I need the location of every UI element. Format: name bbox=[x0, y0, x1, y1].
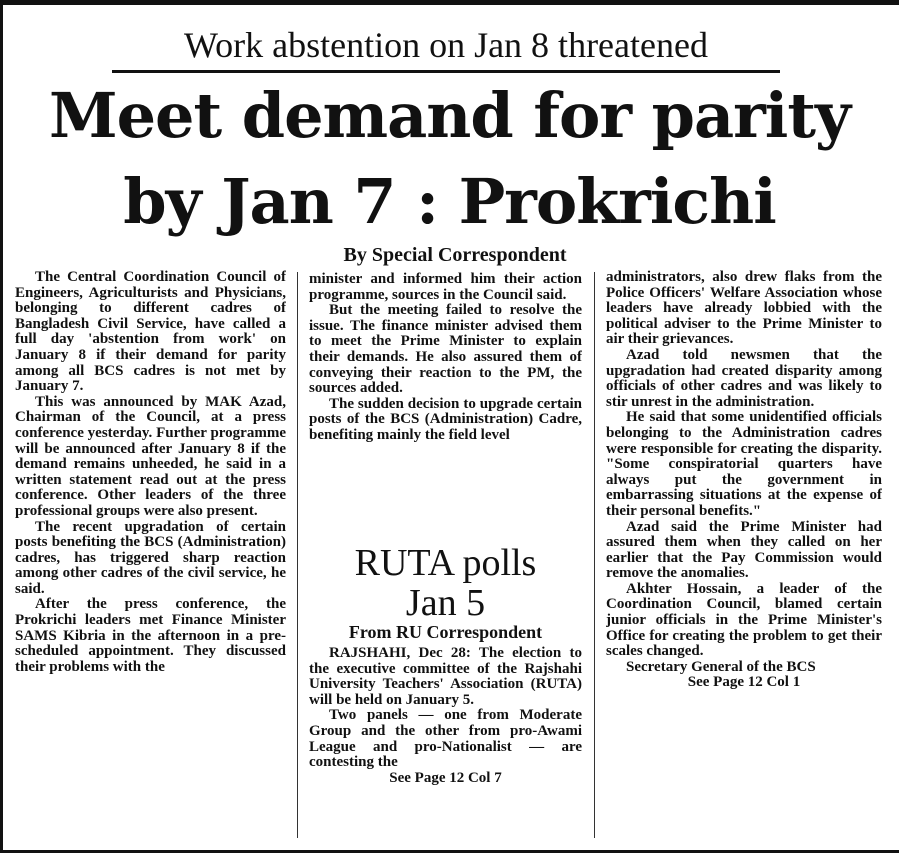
kicker-headline: Work abstention on Jan 8 threatened bbox=[112, 22, 780, 73]
paragraph: After the press conference, the Prokrichi leaders met Finance Minister SAMS Kibria in the afternoon in a pre-scheduled appointment. They discussed their problems with the bbox=[15, 596, 286, 675]
sidebar-headline-line-1: RUTA polls bbox=[354, 542, 537, 584]
column-rule bbox=[594, 272, 595, 838]
paragraph: administrators, also drew flaks from the Police Officers' Welfare Association whose leaders have already lobbied with the political adviser to the Prime Minister to air their grievances. bbox=[606, 270, 882, 348]
paragraph: Akhter Hossain, a leader of the Coordination Council, blamed certain junior officials in the Prime Minister's Office for creating the problem to get their scales changed. bbox=[606, 580, 882, 660]
article-column-1 bbox=[15, 270, 286, 835]
paragraph: Secretary General of the BCS bbox=[626, 658, 816, 675]
main-headline-line-2: by Jan 7 : Prokrichi bbox=[123, 165, 776, 238]
column-rule bbox=[297, 272, 298, 838]
sidebar-story-body bbox=[309, 646, 582, 846]
sidebar-byline: From RU Correspondent bbox=[348, 622, 543, 642]
continuation-jump: See Page 12 Col 7 bbox=[389, 769, 502, 786]
paragraph: Azad told newsmen that the upgradation had created disparity among officials of other cadres and was likely to stir unrest in the administration. bbox=[606, 346, 882, 410]
main-headline-line-1: Meet demand for parity bbox=[48, 79, 850, 152]
paragraph: The sudden decision to upgrade certain posts of the BCS (Administration) Cadre, benefiting mainly the field level bbox=[309, 395, 582, 443]
article-column-2 bbox=[309, 272, 582, 532]
paragraph: Azad said the Prime Minister had assured them when they called on her earlier that the Pay Commission would remove the anomalies. bbox=[606, 518, 882, 582]
continuation-jump: See Page 12 Col 1 bbox=[687, 674, 801, 691]
article-column-3 bbox=[606, 270, 882, 850]
paragraph: The recent upgradation of certain posts benefiting the BCS (Administration) cadres, has triggered sharp reaction among other cadres of the civil service, he said. bbox=[15, 518, 286, 597]
byline: By Special Correspondent bbox=[343, 244, 567, 266]
paragraph: RAJSHAHI, Dec 28: The election to the executive committee of the Rajshahi University Teachers' Association (RUTA) will be held on January 5. bbox=[309, 646, 582, 708]
paragraph: minister and informed him their action programme, sources in the Council said. bbox=[309, 272, 582, 303]
paragraph: The Central Coordination Council of Engineers, Agriculturists and Physicians, belonging to different cadres of Bangladesh Civil Service, have called a full day 'abstention from work' on January 8 if their demand for parity among all BCS cadres is not met by January 7. bbox=[15, 270, 286, 395]
paragraph: He said that some unidentified officials belonging to the Administration cadres were responsible for creating the disparity. "Some conspiratorial quarters have always put the government in embarrassing situations at the expense of their personal benefits." bbox=[606, 409, 882, 519]
top-border bbox=[0, 0, 899, 5]
paragraph: But the meeting failed to resolve the issue. The finance minister advised them to meet the Prime Minister to explain their demands. He also assured them of conveying their reaction to the PM, the sources added. bbox=[309, 302, 582, 397]
paragraph: This was announced by MAK Azad, Chairman of the Council, at a press conference yesterday. Further programme will be announced after January 8 if the demand remains unheeded, he said in a written statement read out at the press conference. Other leaders of the three professional groups were also present. bbox=[15, 393, 286, 519]
sidebar-headline-line-2: Jan 5 bbox=[405, 582, 486, 624]
paragraph: Two panels — one from Moderate Group and the other from pro-Awami League and pro-Nationalist — are contesting the bbox=[309, 707, 582, 771]
